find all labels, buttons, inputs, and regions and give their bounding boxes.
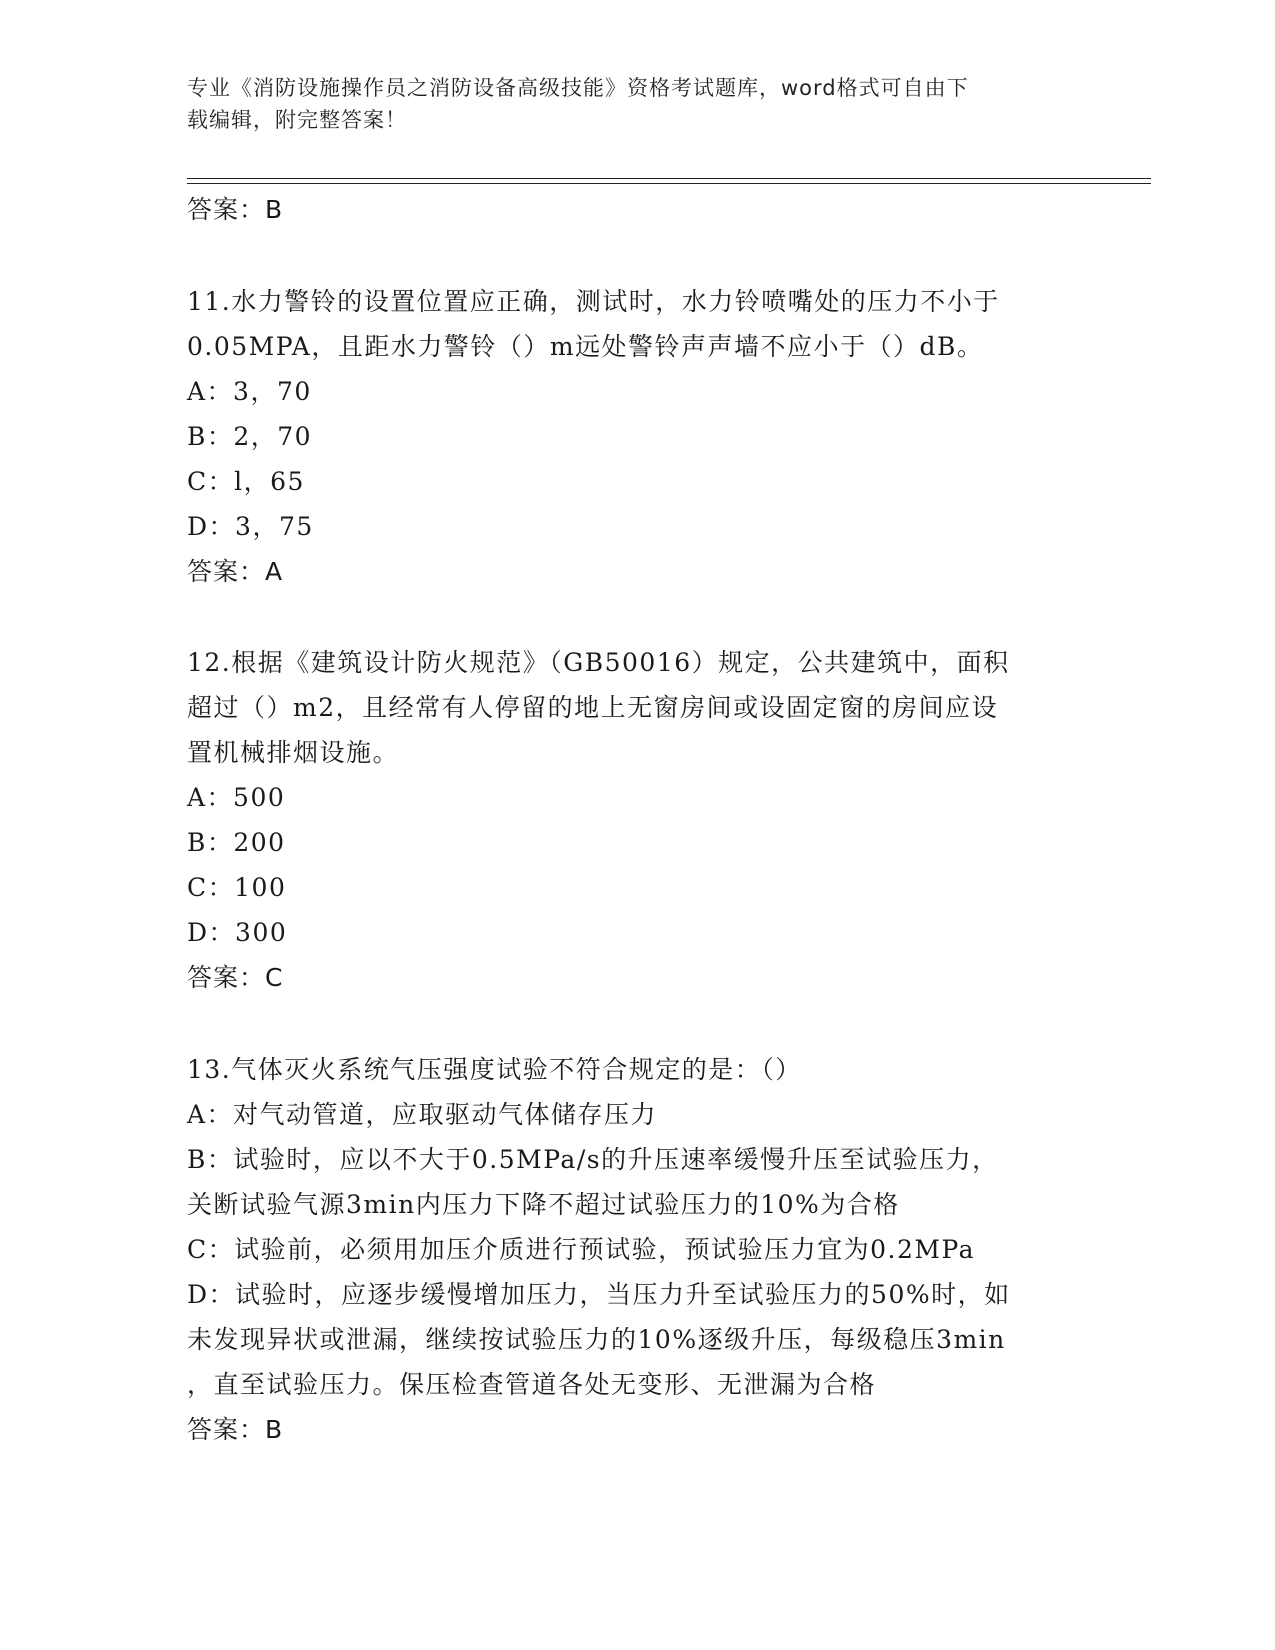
option-b: B：200 [187,828,286,857]
header-divider-bottom [187,183,1151,184]
question-stem-line: 置机械排烟设施。 [187,738,400,767]
option-c: C：100 [187,873,287,902]
option-a: A：500 [187,783,286,812]
option-b-continued: 关断试验气源3min内压力下降不超过试验压力的10%为合格 [187,1190,900,1219]
option-c: C：l，65 [187,467,305,496]
previous-answer: 答案：B [187,195,284,224]
option-a: A：3，70 [187,377,312,406]
question-stem-line: 12.根据《建筑设计防火规范》（GB50016）规定，公共建筑中，面积 [187,648,1010,677]
option-d: D：300 [187,918,288,947]
option-d-continued: ，直至试验压力。保压检查管道各处无变形、无泄漏为合格 [187,1370,877,1399]
option-b: B：2，70 [187,422,313,451]
option-b: B：试验时，应以不大于0.5MPa/s的升压速率缓慢升压至试验压力， [187,1145,999,1174]
option-d: D：试验时，应逐步缓慢增加压力，当压力升至试验压力的50%时，如 [187,1280,1011,1309]
header-line-2: 载编辑，附完整答案！ [187,108,407,132]
answer: 答案：A [187,557,284,586]
option-d-continued: 未发现异状或泄漏，继续按试验压力的10%逐级升压，每级稳压3min [187,1325,1006,1354]
document-header [187,72,1067,136]
header-line-1: 专业《消防设施操作员之消防设备高级技能》资格考试题库，word格式可自由下 [187,76,969,100]
question-stem-line: 0.05MPA，且距水力警铃（）m远处警铃声声墙不应小于（）dB。 [187,332,984,361]
option-c: C：试验前，必须用加压介质进行预试验，预试验压力宜为0.2MPa [187,1235,976,1264]
option-d: D：3，75 [187,512,314,541]
option-a: A：对气动管道，应取驱动气体储存压力 [187,1100,658,1129]
answer: 答案：C [187,963,284,992]
question-stem-line: 超过（）m2，且经常有人停留的地上无窗房间或设固定窗的房间应设 [187,693,999,722]
header-divider-top [187,178,1151,179]
question-stem-line: 13.气体灭火系统气压强度试验不符合规定的是：（） [187,1055,802,1084]
answer: 答案：B [187,1415,284,1444]
question-stem-line: 11.水力警铃的设置位置应正确，测试时，水力铃喷嘴处的压力不小于 [187,287,1000,316]
